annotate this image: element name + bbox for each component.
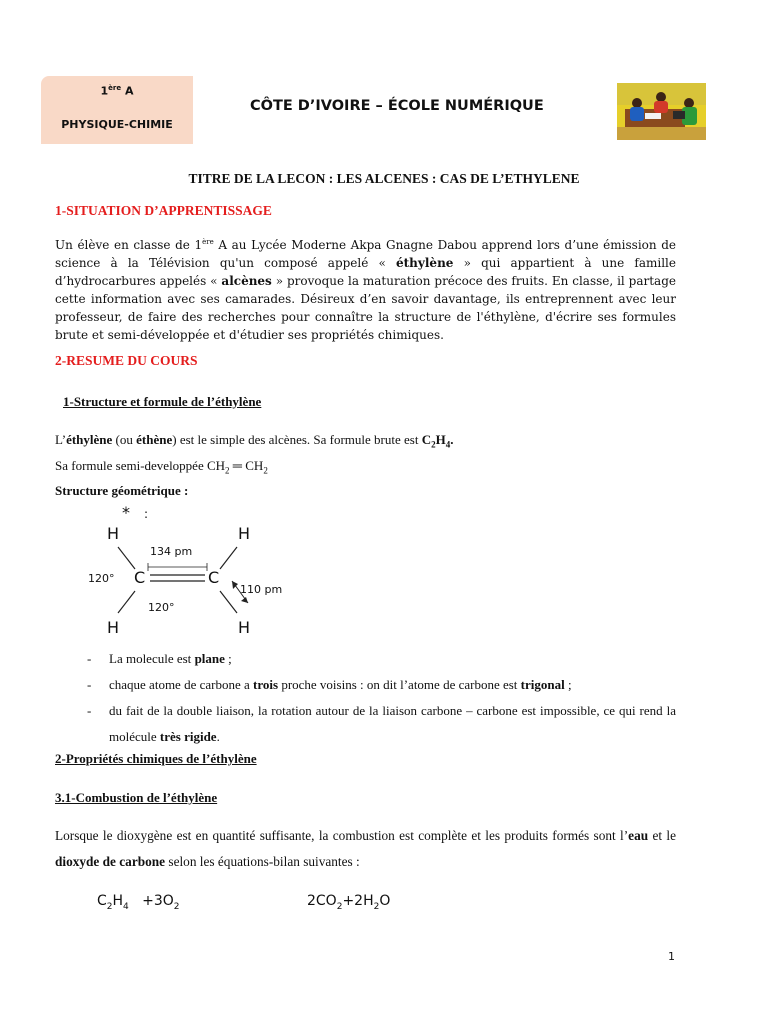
school-title: CÔTE D’IVOIRE – ÉCOLE NUMÉRIQUE <box>250 98 544 114</box>
hydrogen-top-left: H <box>107 524 120 543</box>
ethylene-structure-diagram <box>80 505 340 645</box>
hydrogen-bottom-left: H <box>107 618 120 637</box>
colon-mark: : <box>144 507 149 521</box>
ch-bond-length: 110 pm <box>240 583 283 596</box>
subheading-combustion: 3.1-Combustion de l’éthylène <box>55 790 218 805</box>
list-item: - du fait de la double liaison, la rotation autour de la liaison carbone – carbone est impossible, ce qui rend la molécule très rigide. <box>87 703 676 744</box>
classroom-photo <box>617 83 706 140</box>
subheading-chemical-properties: 2-Propriétés chimiques de l’éthylène <box>55 751 257 766</box>
list-item: - La molecule est plane ; <box>87 651 232 666</box>
angle-left: 120° <box>88 572 115 585</box>
hydrogen-top-right: H <box>238 524 251 543</box>
subject-label: PHYSIQUE-CHIMIE <box>61 118 173 131</box>
carbon-right: C <box>208 568 220 587</box>
angle-bottom: 120° <box>148 601 175 614</box>
list-item: - chaque atome de carbone a trois proche voisins : on dit l’atome de carbone est trigonal ; <box>87 677 572 692</box>
cc-bond-length: 134 pm <box>150 545 193 558</box>
carbon-left: C <box>134 568 146 587</box>
hydrogen-bottom-right: H <box>238 618 251 637</box>
equation-reactants: $C_2H_4 +3O_2$ <box>97 893 180 912</box>
level-subject-badge <box>41 76 193 144</box>
page-number: 1 <box>668 950 675 963</box>
semi-developed-formula: Sa formule semi-developpée $CH_2$ ═ $CH_2$ <box>55 458 268 476</box>
structure-bullet-list <box>55 646 676 750</box>
star-mark: * <box>122 503 130 522</box>
section-heading-situation: 1-SITUATION D’APPRENTISSAGE <box>55 203 272 218</box>
situation-paragraph: Un élève en classe de 1ère A au Lycée Moderne Akpa Gnagne Dabou apprend lors d’une émission de science à la Télévision qu'un composé appelé « éthylène » qui appartient à une famille d’hydrocarbures appelés « alcènes » provoque la maturation précoce des fruits. En classe, il partage cette information avec ses camarades. Désireux d’en savoir davantage, ils entreprennent avec leur professeur, de faire des recherches pour connaître la structure de l'éthylène, d'écrire ses formules brute et semi-développée et d'étudier ses propriétés chimiques. <box>55 238 676 342</box>
geometric-structure-label: Structure géométrique : <box>55 483 189 498</box>
section-heading-resume: 2-RESUME DU COURS <box>55 353 198 368</box>
class-level: 1ère A <box>100 84 134 98</box>
subheading-structure: 1-Structure et formule de l’éthylène <box>63 394 262 409</box>
combustion-paragraph: Lorsque le dioxygène est en quantité suffisante, la combustion est complète et les produits formés sont l’eau et le dioxyde de carbone selon les équations-bilan suivantes : <box>55 828 676 869</box>
formula-line: L’éthylène (ou éthène) est le simple des alcènes. Sa formule brute est $C_2H_4$. <box>55 432 454 450</box>
equation-products: $2CO_2+2H_2O$ <box>307 893 391 912</box>
lesson-title: TITRE DE LA LECON : LES ALCENES : CAS DE L’ETHYLENE <box>188 171 580 186</box>
